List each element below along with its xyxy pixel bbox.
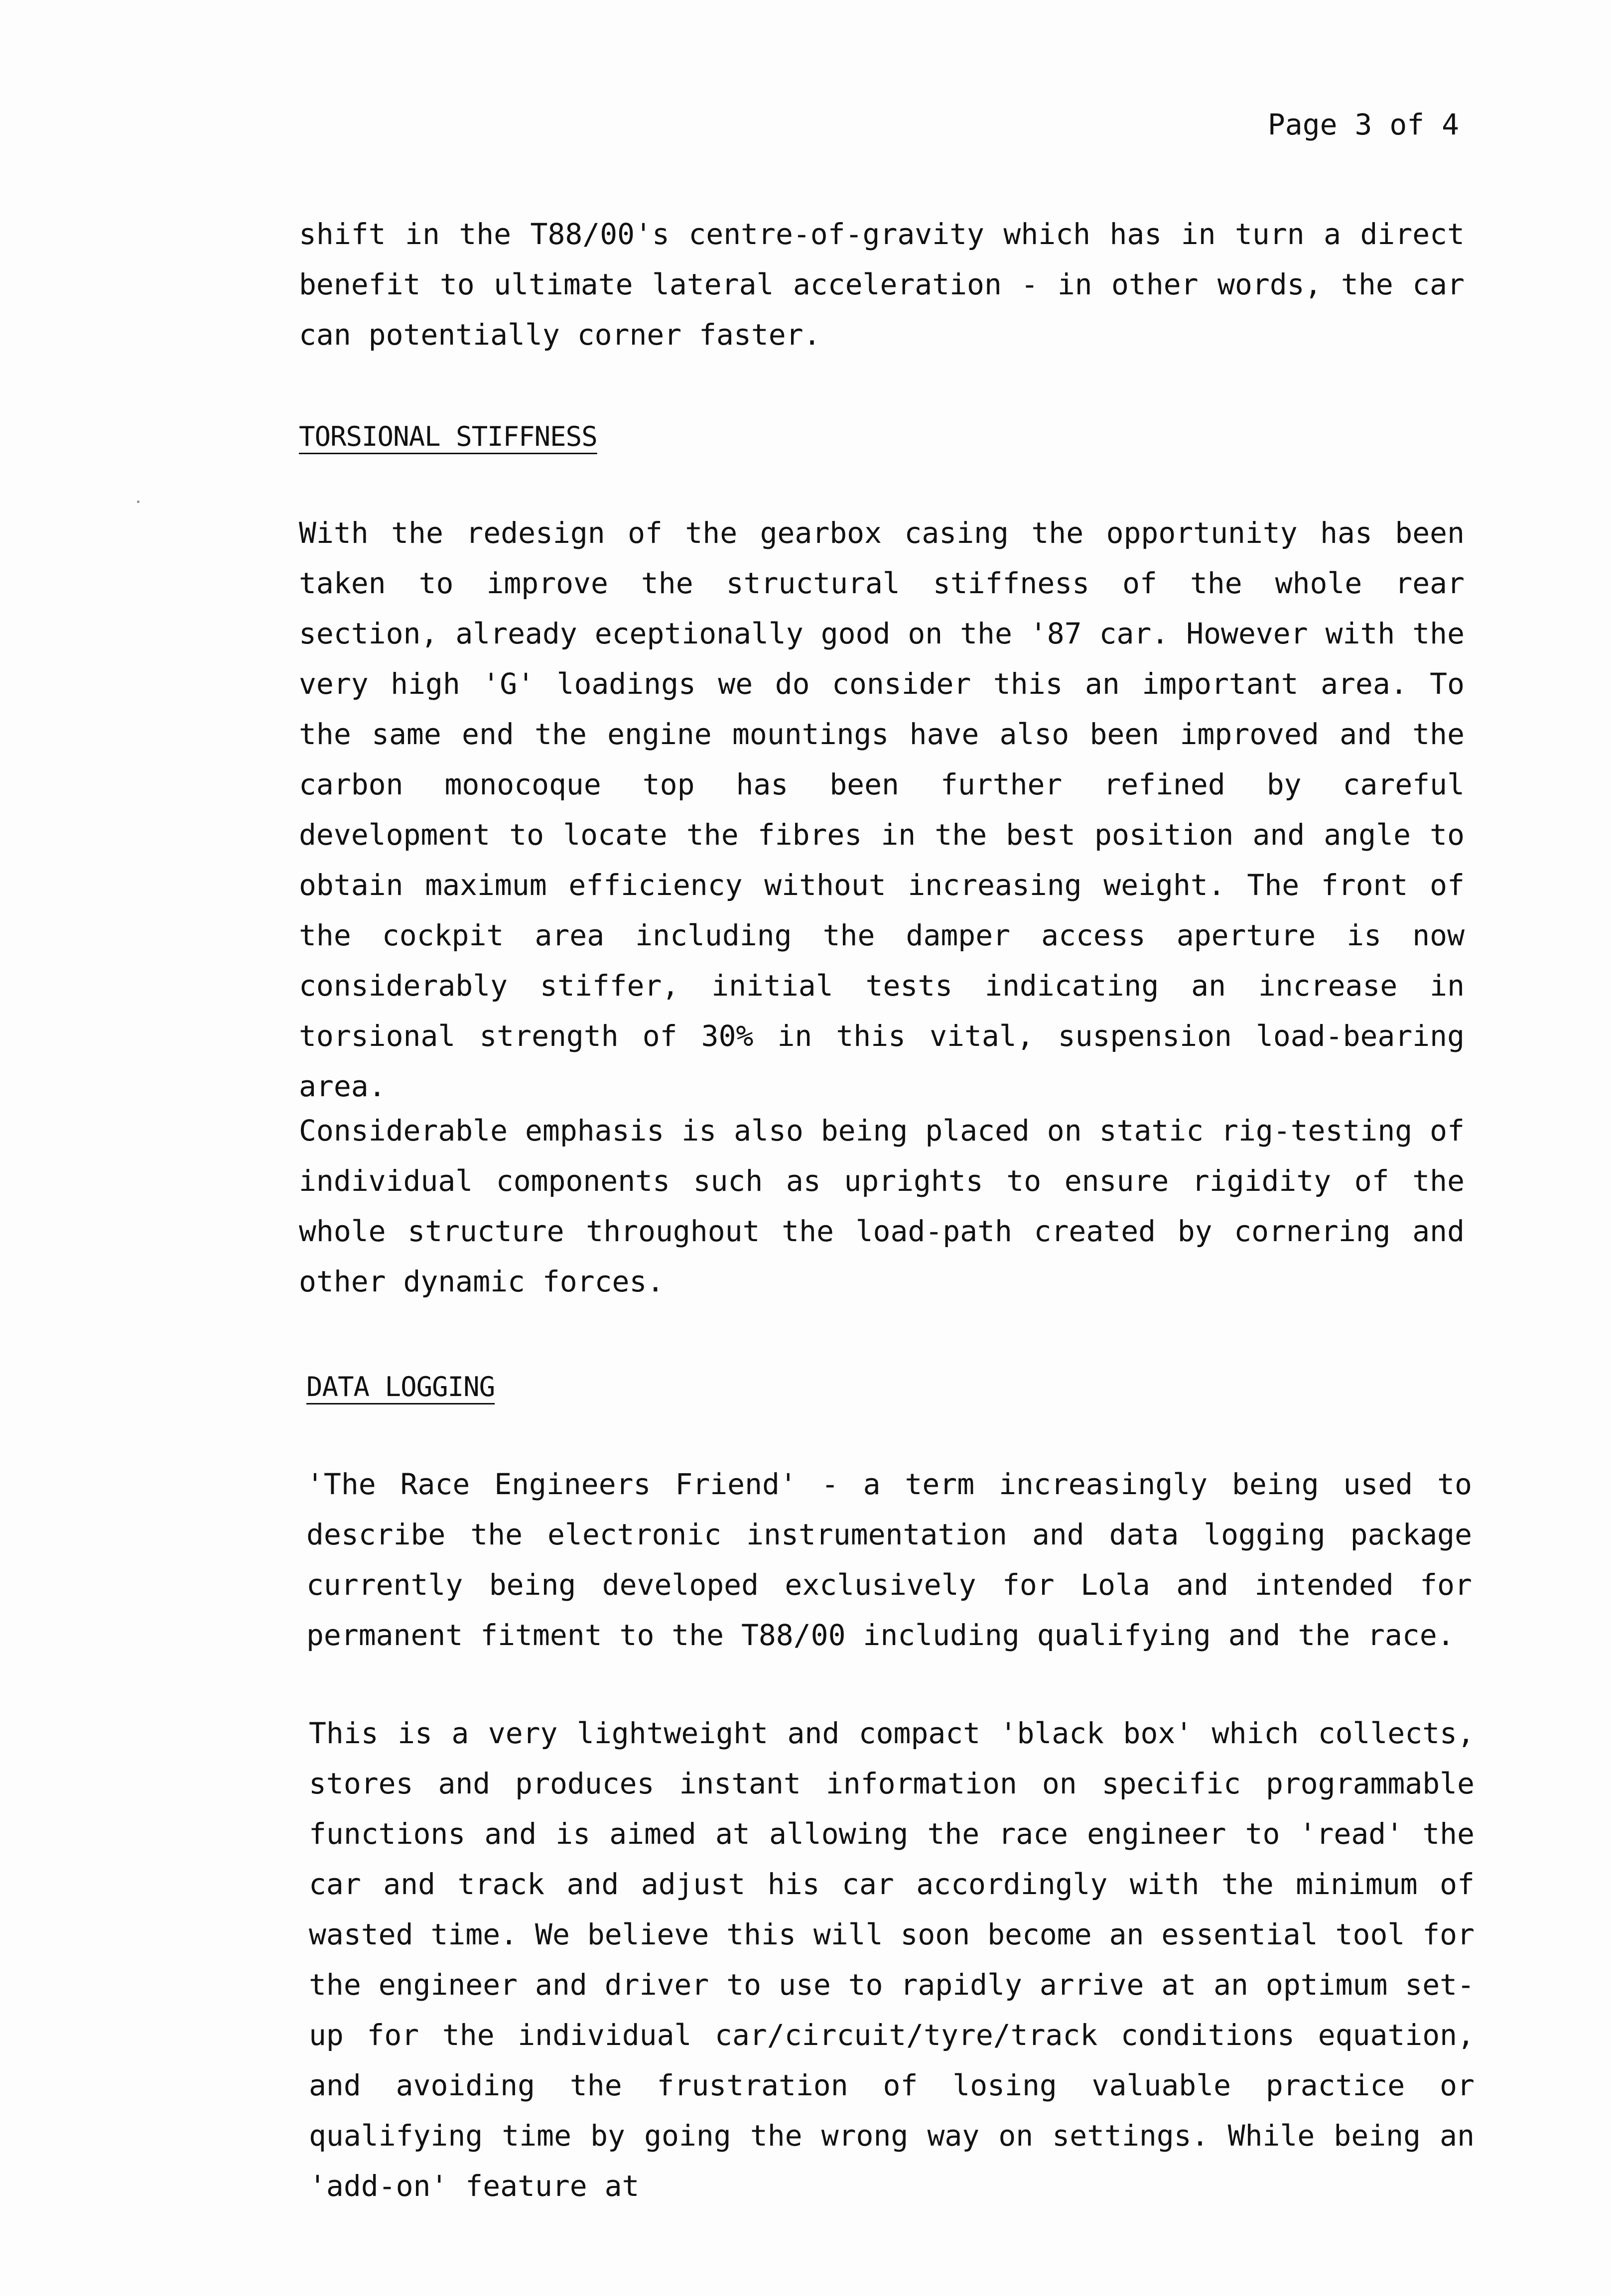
paragraph-rig-testing xyxy=(299,1106,1465,1307)
heading-data-logging: DATA LOGGING xyxy=(306,1371,495,1403)
page-number: Page 3 of 4 xyxy=(1267,108,1459,141)
paragraph-gearbox-redesign xyxy=(299,508,1465,1112)
paragraph-race-engineers-friend xyxy=(306,1459,1472,1660)
paragraph-text: 'The Race Engineers Friend' - a term increasingly being used to describe the electronic instrumentation and data logging package currently being developed exclusively for Lola and intended for permanent fitment to the T88/00 including qualifying and the race. xyxy=(306,1467,1472,1652)
paragraph-text: Considerable emphasis is also being placed on static rig-testing of individual components such as uprights to ensure rigidity of the whole structure throughout the load-path created by cornering and other dynamic forces. xyxy=(299,1114,1465,1298)
paragraph-text: shift in the T88/00's centre-of-gravity which has in turn a direct benefit to ultimate lateral acceleration - in other words, the car can potentially corner faster. xyxy=(299,217,1465,352)
paragraph-black-box xyxy=(309,1708,1475,2211)
heading-torsional-stiffness: TORSIONAL STIFFNESS xyxy=(299,421,597,452)
paragraph-cog-shift xyxy=(299,209,1465,360)
paragraph-text: With the redesign of the gearbox casing the opportunity has been taken to improve the structural stiffness of the whole rear section, already eceptionally good on the '87 car. However with the very high 'G' loadings we do consider this an important area. To the same end the engine mountings have also been improved and the carbon monocoque top has been further refined by careful development to locate the fibres in the best position and angle to obtain maximum efficiency without increasing weight. The front of the cockpit area including the damper access aperture is now considerably stiffer, initial tests indicating an increase in torsional strength of 30% in this vital, suspension load-bearing area. xyxy=(299,516,1465,1103)
scan-speck xyxy=(137,501,139,503)
paragraph-text: This is a very lightweight and compact 'black box' which collects, stores and produces instant information on specific programmable functions and is aimed at allowing the race engineer to 'read' the car and track and adjust his car accordingly with the minimum of wasted time. We believe this will soon become an essential tool for the engineer and driver to use to rapidly arrive at an optimum set-up for the individual car/circuit/tyre/track conditions equation, and avoiding the frustration of losing valuable practice or qualifying time by going the wrong way on settings. While being an 'add-on' feature at xyxy=(309,1716,1475,2203)
